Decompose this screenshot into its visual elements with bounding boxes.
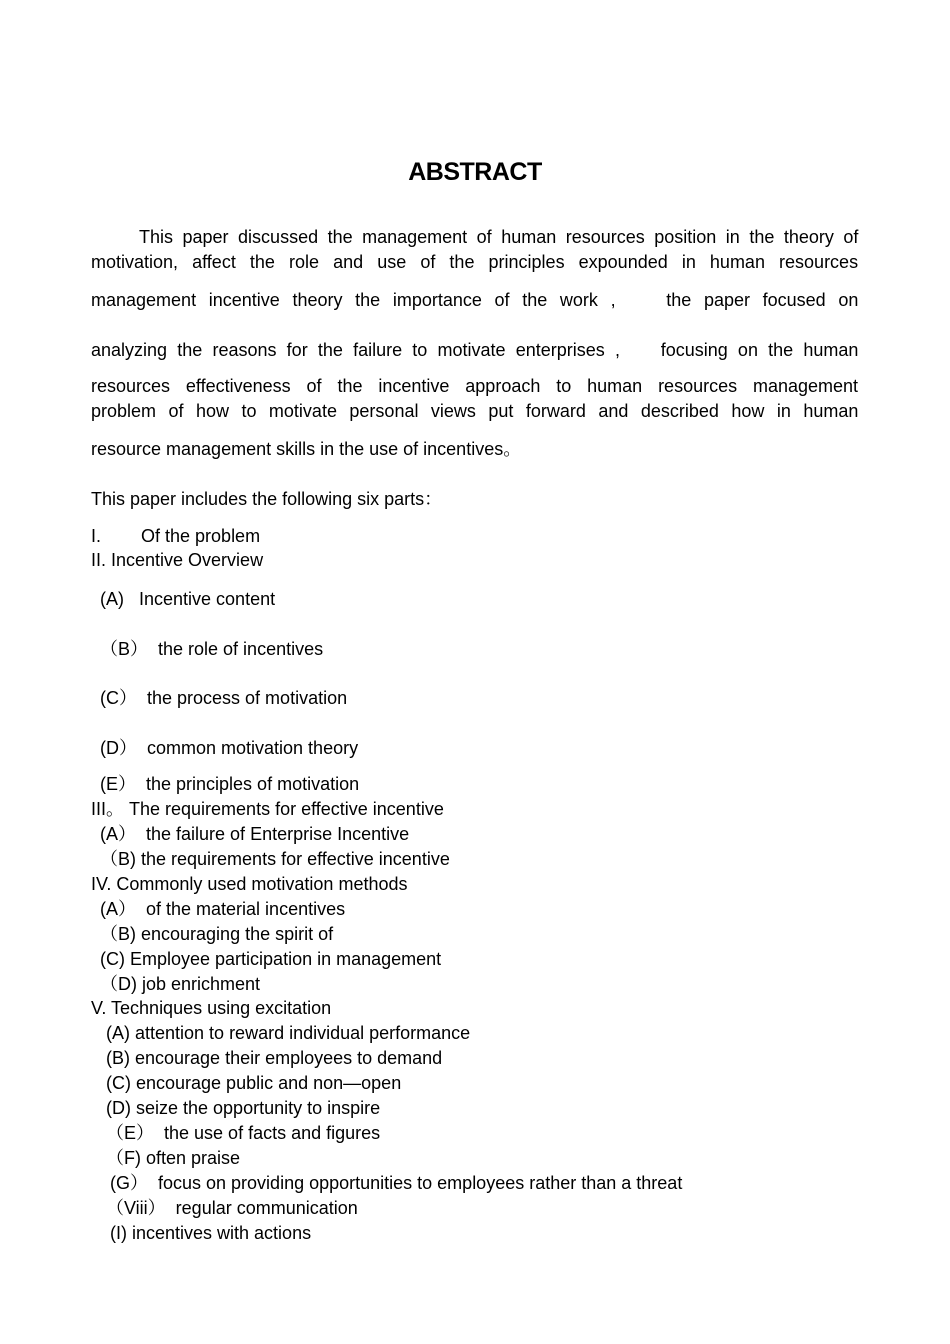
outline-item: III。 The requirements for effective incentive	[91, 799, 444, 819]
outline-item: (I) incentives with actions	[110, 1223, 312, 1243]
outline-item: (E） the principles of motivation	[100, 774, 360, 794]
outline-item: （Viii） regular communication	[106, 1198, 358, 1218]
outline-item: (A） the failure of Enterprise Incentive	[100, 824, 410, 844]
outline-item: （B） the role of incentives	[100, 639, 324, 659]
abstract-line: problem of how to motivate personal views put forward and described how in human	[91, 401, 859, 421]
outline-item: （B) encouraging the spirit of	[100, 924, 334, 944]
abstract-line: This paper discussed the management of human resources position in the theory of	[139, 227, 859, 247]
outline-item: (C) Employee participation in management	[100, 949, 442, 969]
outline-item: (G） focus on providing opportunities to employees rather than a threat	[110, 1173, 683, 1193]
outline-item: (C） the process of motivation	[100, 688, 348, 708]
parts-intro: This paper includes the following six parts：	[91, 489, 443, 509]
abstract-line: analyzing the reasons for the failure to motivate enterprises , focusing on the human	[91, 340, 859, 360]
abstract-line: management incentive theory the importance of the work , the paper focused on	[91, 290, 859, 310]
outline-item: (B) encourage their employees to demand	[106, 1048, 443, 1068]
outline-item: II. Incentive Overview	[91, 550, 264, 570]
outline-item: I. Of the problem	[91, 526, 261, 546]
outline-item: （B) the requirements for effective incentive	[100, 849, 450, 869]
abstract-line: resource management skills in the use of incentives。	[91, 439, 522, 459]
outline-item: V. Techniques using excitation	[91, 998, 332, 1018]
document-title: ABSTRACT	[408, 158, 542, 186]
abstract-line: motivation, affect the role and use of the principles expounded in human resources	[91, 252, 859, 272]
outline-item: (D) seize the opportunity to inspire	[106, 1098, 381, 1118]
outline-item: (A） of the material incentives	[100, 899, 346, 919]
outline-item: IV. Commonly used motivation methods	[91, 874, 408, 894]
outline-item: （D) job enrichment	[100, 974, 261, 994]
abstract-line: resources effectiveness of the incentive approach to human resources management	[91, 376, 859, 396]
outline-item: (A) Incentive content	[100, 589, 276, 609]
outline-item: (A) attention to reward individual performance	[106, 1023, 471, 1043]
outline-item: （F) often praise	[106, 1148, 241, 1168]
outline-item: （E） the use of facts and figures	[106, 1123, 381, 1143]
outline-item: (D） common motivation theory	[100, 738, 359, 758]
outline-item: (C) encourage public and non—open	[106, 1073, 402, 1093]
